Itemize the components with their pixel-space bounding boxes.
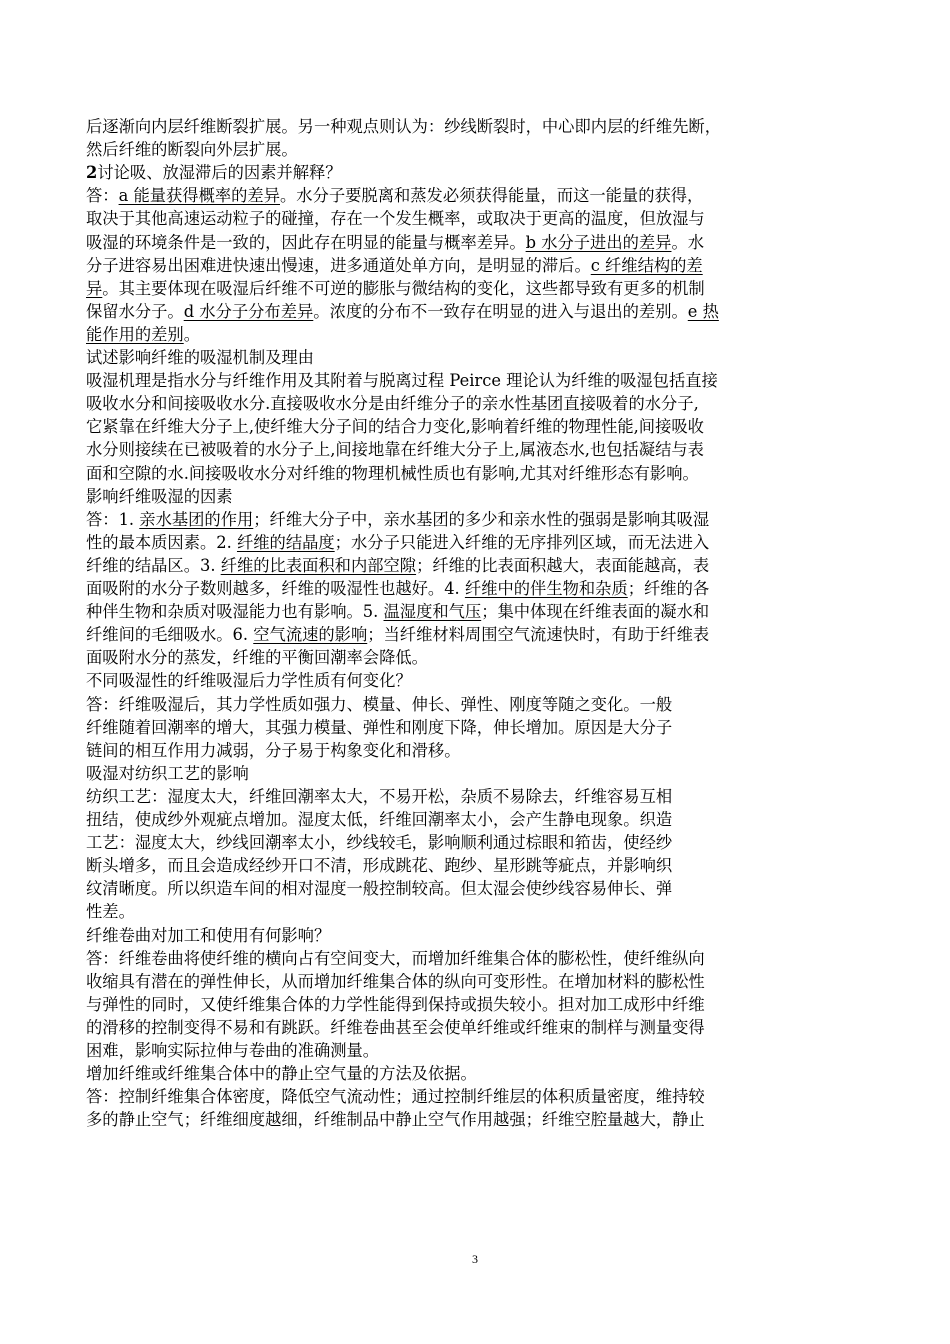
text-run: 分子进容易出困难进快速出慢速，进多通道处单方向，是明显的滞后。 bbox=[86, 255, 591, 275]
text-run: 收缩具有潜在的弹性伸长，从而增加纤维集合体的纵向可变形性。在增加材料的膨松性 bbox=[86, 971, 705, 991]
text-line bbox=[86, 1062, 477, 1085]
text-run: 性的最本质因素。2. bbox=[86, 532, 237, 552]
text-line bbox=[86, 438, 704, 461]
text-run: 面吸附的水分子数则越多，纤维的吸湿性也越好。4. bbox=[86, 579, 465, 598]
text-line bbox=[86, 693, 672, 716]
text-line bbox=[86, 207, 705, 230]
text-line bbox=[86, 716, 672, 739]
text-line bbox=[86, 577, 709, 600]
text-line bbox=[86, 970, 705, 993]
text-run: 纺织工艺：湿度太大，纤维回潮率太大，不易开松，杂质不易除去，纤维容易互相 bbox=[86, 786, 673, 806]
text-run: ；当纤维材料周围空气流速快时，有助于纤维表 bbox=[367, 625, 710, 645]
text-run: 取决于其他高速运动粒子的碰撞，存在一个发生概率，或取决于更高的温度，但放湿与 bbox=[86, 209, 705, 229]
text-run: 。其主要体现在吸湿后纤维不可逆的膨胀与微结构的变化，这些都导致有更多的机制 bbox=[102, 278, 705, 298]
text-run: 种伴生物和杂质对吸湿能力也有影响。5. bbox=[86, 602, 384, 622]
underlined-keyword: c 纤维结构的差 bbox=[590, 255, 703, 275]
text-line bbox=[86, 254, 703, 277]
text-run: ；纤维的各 bbox=[627, 579, 710, 598]
text-run: 与弹性的同时，又使纤维集合体的力学性能得到保持或损失较小。担对加工成形中纤维 bbox=[86, 994, 705, 1014]
text-line bbox=[86, 231, 704, 254]
text-run: 纤维间的毛细吸水。6. bbox=[86, 625, 254, 645]
text-line bbox=[86, 1016, 705, 1039]
text-line bbox=[86, 785, 672, 808]
underlined-keyword: 纤维的结晶度 bbox=[236, 532, 335, 552]
text-run: ；纤维的比表面积越大，表面能越高，表 bbox=[416, 555, 710, 575]
text-line bbox=[86, 831, 672, 854]
text-run: 纤维随着回潮率的增大，其强力模量、弹性和刚度下降，伸长增加。原因是大分子 bbox=[86, 717, 673, 737]
text-run: 答：控制纤维集合体密度，降低空气流动性；通过控制纤维层的体积质量密度，维持较 bbox=[86, 1087, 705, 1107]
text-run: 面和空隙的水.间接吸收水分对纤维的物理机械性质也有影响,尤其对纤维形态有影响。 bbox=[86, 463, 699, 483]
question-number: 2 bbox=[86, 163, 98, 183]
text-run: 。水分子要脱离和蒸发必须获得能量，而这一能量的获得， bbox=[280, 186, 704, 206]
text-run: 的滑移的控制变得不易和有跳跃。纤维卷曲甚至会使单纤维或纤维束的制样与测量变得 bbox=[86, 1017, 705, 1037]
text-run: 吸湿的环境条件是一致的，因此存在明显的能量与概率差异。 bbox=[86, 232, 526, 252]
text-line bbox=[86, 854, 672, 877]
text-line bbox=[86, 1108, 705, 1131]
text-run: 纹清晰度。所以织造车间的相对湿度一般控制较高。但太湿会使纱线容易伸长、弹 bbox=[86, 879, 673, 899]
text-line bbox=[86, 485, 233, 508]
text-run: 困难，影响实际拉伸与卷曲的准确测量。 bbox=[86, 1041, 380, 1060]
underlined-keyword: 纤维中的伴生物和杂质 bbox=[464, 579, 628, 598]
text-run: 保留水分子。 bbox=[86, 301, 184, 321]
text-line bbox=[86, 600, 709, 623]
text-run: 。 bbox=[183, 324, 200, 344]
text-run: 纤维的结晶区。3. bbox=[86, 555, 221, 575]
text-run: 吸湿对纺织工艺的影响 bbox=[86, 763, 249, 783]
text-run: 讨论吸、放湿滞后的因素并解释？ bbox=[97, 163, 342, 183]
text-line bbox=[86, 900, 135, 923]
text-line bbox=[86, 462, 699, 485]
text-line bbox=[86, 531, 709, 554]
text-run: 性差。 bbox=[86, 902, 135, 922]
text-run: 。水 bbox=[671, 232, 705, 252]
text-line bbox=[86, 646, 428, 669]
text-line bbox=[86, 924, 330, 947]
text-run: 链间的相互作用力减弱，分子易于构象变化和滑移。 bbox=[86, 740, 461, 760]
text-line bbox=[86, 277, 705, 300]
text-run: ；集中体现在纤维表面的凝水和 bbox=[481, 602, 710, 622]
text-line bbox=[86, 623, 709, 646]
text-run: 然后纤维的断裂向外层扩展。 bbox=[86, 140, 298, 160]
underlined-keyword: 纤维的比表面积和内部空隙 bbox=[220, 555, 417, 575]
underlined-keyword: b 水分子进出的差异 bbox=[525, 232, 672, 252]
text-run: 后逐渐向内层纤维断裂扩展。另一种观点则认为：纱线断裂时，中心即内层的纤维先断， bbox=[86, 117, 721, 136]
text-run: 面吸附水分的蒸发，纤维的平衡回潮率会降低。 bbox=[86, 648, 428, 668]
text-run: 它紧靠在纤维大分子上,使纤维大分子间的结合力变化,影响着纤维的物理性能,间接吸收 bbox=[86, 417, 704, 437]
text-line bbox=[86, 739, 460, 762]
text-line bbox=[86, 369, 718, 392]
text-line bbox=[86, 554, 709, 577]
page-number: 3 bbox=[472, 1252, 478, 1266]
underlined-keyword: 温湿度和气压 bbox=[383, 602, 482, 622]
text-line bbox=[86, 877, 672, 900]
text-run: 吸收水分和间接吸收水分.直接吸收水分是由纤维分子的亲水性基团直接吸着的水分子, bbox=[86, 394, 699, 414]
text-run: 答： bbox=[86, 186, 119, 206]
text-run: 纤维卷曲对加工和使用有何影响？ bbox=[86, 925, 331, 945]
underlined-keyword: d 水分子分布差异 bbox=[183, 301, 314, 321]
text-run: 答：纤维吸湿后，其力学性质如强力、模量、伸长、弹性、刚度等随之变化。一般 bbox=[86, 694, 673, 714]
text-line bbox=[86, 993, 705, 1016]
underlined-keyword: 能作用的差别 bbox=[86, 324, 184, 344]
text-run: 答：纤维卷曲将使纤维的横向占有空间变大，而增加纤维集合体的膨松性，使纤维纵向 bbox=[86, 948, 705, 968]
text-line bbox=[86, 115, 721, 138]
text-run: 扭结，使成纱外观疵点增加。湿度太低，纤维回潮率太小，会产生静电现象。织造 bbox=[86, 810, 673, 829]
text-line bbox=[86, 762, 249, 785]
text-run: 多的静止空气；纤维细度越细，纤维制品中静止空气作用越强；纤维空腔量越大，静止 bbox=[86, 1110, 705, 1130]
text-line bbox=[86, 392, 699, 415]
text-run: 水分则接续在已被吸着的水分子上,间接地靠在纤维大分子上,属液态水,也包括凝结与表 bbox=[86, 440, 704, 460]
text-run: 工艺：湿度太大，纱线回潮率太小，纱线较毛，影响顺利通过棕眼和筘齿，使经纱 bbox=[86, 833, 673, 853]
underlined-keyword: e 热 bbox=[687, 301, 719, 321]
text-line bbox=[86, 508, 709, 531]
underlined-keyword: 亲水基团的作用 bbox=[139, 509, 254, 529]
text-line bbox=[86, 947, 705, 970]
text-line bbox=[86, 808, 672, 831]
text-line bbox=[86, 323, 200, 346]
text-line bbox=[86, 415, 704, 438]
text-run: 吸湿机理是指水分与纤维作用及其附着与脱离过程 Peirce 理论认为纤维的吸湿包括直接 bbox=[86, 371, 718, 391]
text-line bbox=[86, 184, 703, 207]
text-line bbox=[86, 300, 719, 323]
text-run: 答：1. bbox=[86, 509, 140, 529]
text-run: ；水分子只能进入纤维的无序排列区域，而无法进入 bbox=[334, 532, 710, 552]
text-run: 增加纤维或纤维集合体中的静止空气量的方法及依据。 bbox=[86, 1064, 477, 1084]
underlined-keyword: a 能量获得概率的差异 bbox=[118, 186, 280, 206]
text-line bbox=[86, 1085, 705, 1108]
underlined-keyword: 异 bbox=[86, 278, 103, 298]
text-run: 不同吸湿性的纤维吸湿后力学性质有何变化？ bbox=[86, 671, 412, 691]
text-line bbox=[86, 346, 314, 369]
underlined-keyword: 空气流速的影响 bbox=[253, 625, 368, 645]
text-run: 。浓度的分布不一致存在明显的进入与退出的差别。 bbox=[313, 301, 688, 321]
text-run: ；纤维大分子中，亲水基团的多少和亲水性的强弱是影响其吸湿 bbox=[253, 509, 710, 529]
text-run: 断头增多，而且会造成经纱开口不清，形成跳花、跑纱、星形跳等疵点，并影响织 bbox=[86, 856, 673, 876]
text-run: 影响纤维吸湿的因素 bbox=[86, 486, 233, 506]
text-line bbox=[86, 1039, 379, 1062]
text-line bbox=[86, 669, 412, 692]
text-line bbox=[86, 161, 342, 184]
text-line bbox=[86, 138, 298, 161]
text-run: 试述影响纤维的吸湿机制及理由 bbox=[86, 348, 314, 367]
